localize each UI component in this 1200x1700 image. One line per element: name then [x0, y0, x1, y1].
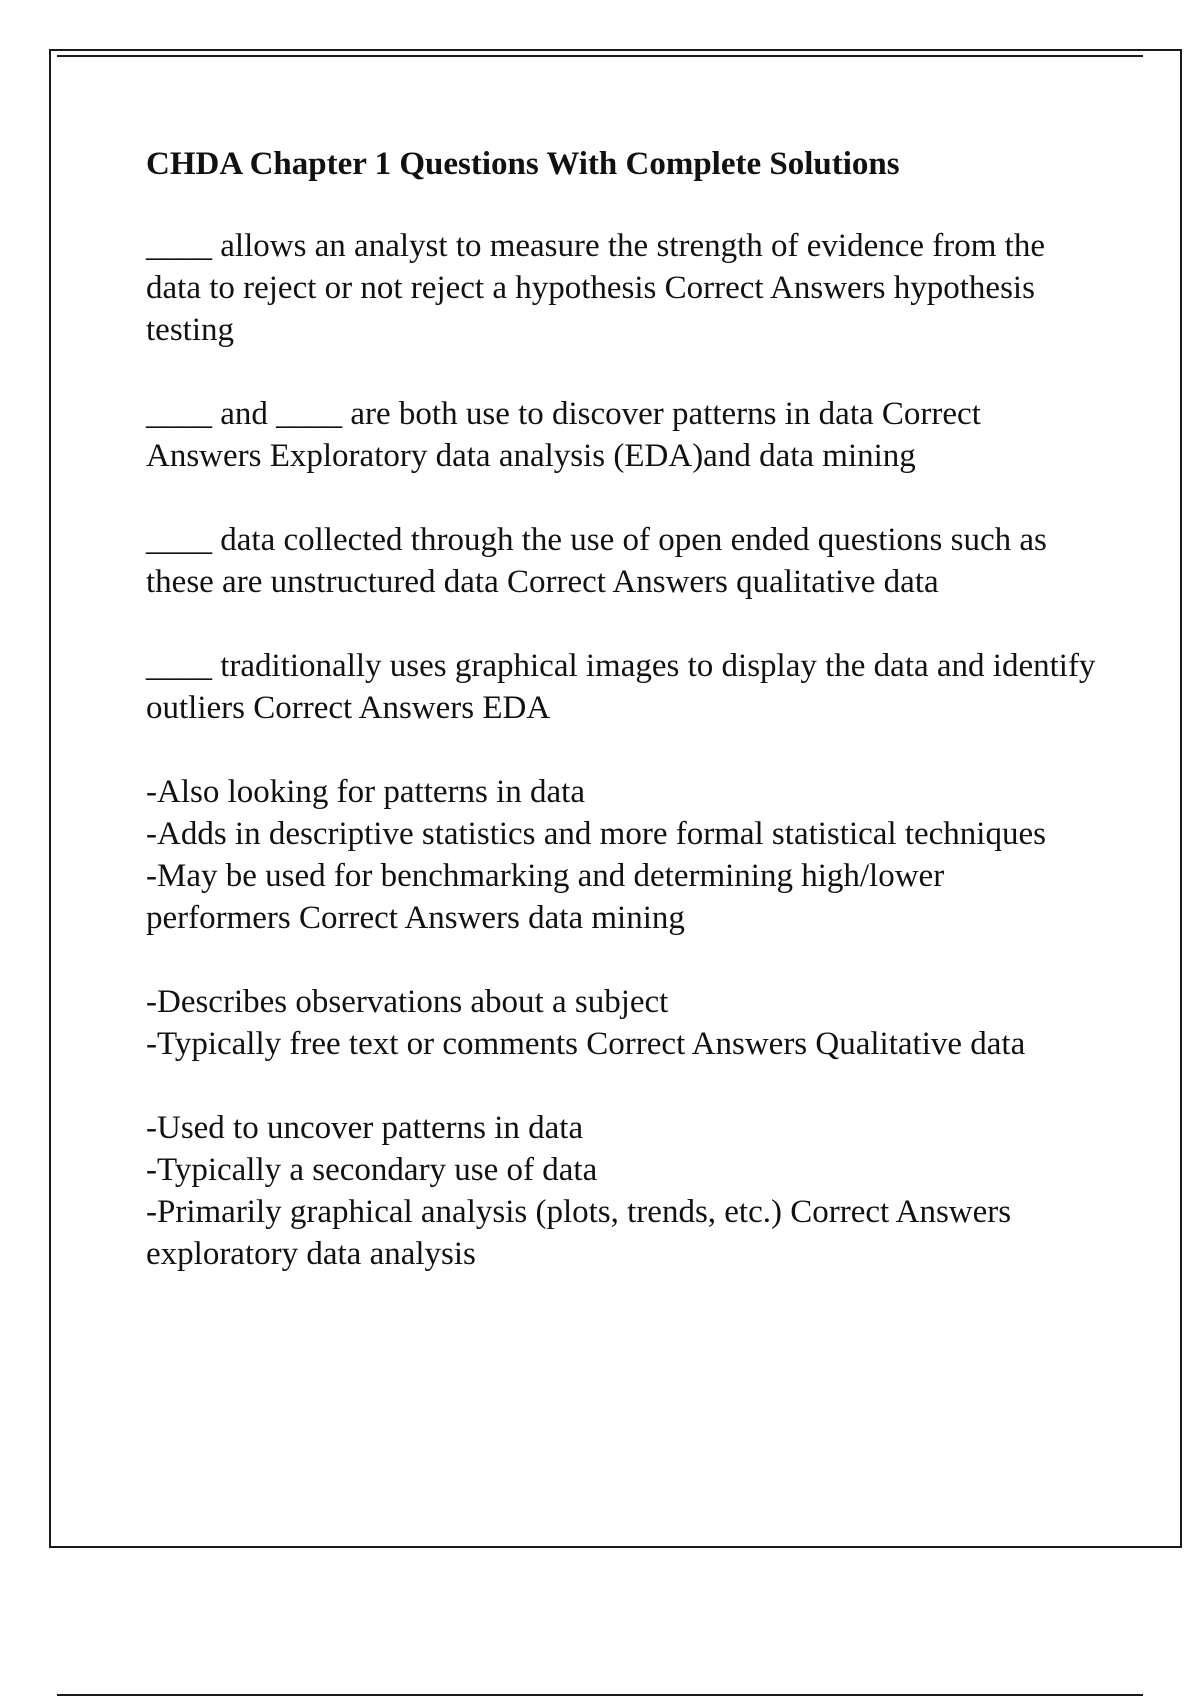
answer-text: Exploratory data analysis (EDA)and data mining — [269, 438, 916, 474]
question-text: -Also looking for patterns in data -Adds in descriptive statistics and more formal statistical techniques -May be used for benchmarking and determining high/lower performers — [146, 774, 1046, 936]
answer-marker: Correct Answers — [664, 270, 886, 306]
question-text: ____ and ____ are both use to discover patterns in data — [146, 396, 874, 432]
document-title: CHDA Chapter 1 Questions With Complete Solutions — [146, 146, 900, 182]
qa-item — [146, 645, 1096, 729]
qa-item — [146, 1107, 1096, 1275]
question-text: ____ data collected through the use of open ended questions such as these are unstructured data — [146, 522, 1047, 600]
question-text: -Used to uncover patterns in data -Typically a secondary use of data -Primarily graphical analysis (plots, trends, etc.) — [146, 1110, 782, 1230]
qa-item — [146, 393, 1096, 477]
answer-text: hypothesis testing — [146, 270, 1035, 348]
answer-marker: Correct Answers — [299, 900, 520, 936]
question-text: -Describes observations about a subject -Typically free text or comments — [146, 984, 669, 1062]
answer-marker: Correct Answers — [146, 396, 981, 474]
qa-item — [146, 225, 1096, 351]
answer-marker: Correct Answers — [253, 690, 475, 726]
answer-marker: Correct Answers — [507, 564, 728, 600]
qa-item — [146, 981, 1096, 1065]
answer-text: Qualitative data — [815, 1026, 1026, 1062]
document-body — [146, 143, 1096, 1317]
question-text: ____ traditionally uses graphical images to display the data and identify outliers — [146, 648, 1096, 726]
qa-item — [146, 519, 1096, 603]
bottom-divider — [57, 1694, 1143, 1696]
answer-text: exploratory data analysis — [146, 1236, 476, 1272]
answer-text: data mining — [528, 900, 685, 936]
answer-text: EDA — [482, 690, 551, 726]
top-divider — [57, 55, 1143, 57]
qa-item — [146, 771, 1096, 939]
answer-marker: Correct Answers — [790, 1194, 1012, 1230]
answer-marker: Correct Answers — [586, 1026, 808, 1062]
answer-text: qualitative data — [736, 564, 939, 600]
question-text: ____ allows an analyst to measure the strength of evidence from the data to reject or not reject a hypothesis — [146, 228, 1045, 306]
